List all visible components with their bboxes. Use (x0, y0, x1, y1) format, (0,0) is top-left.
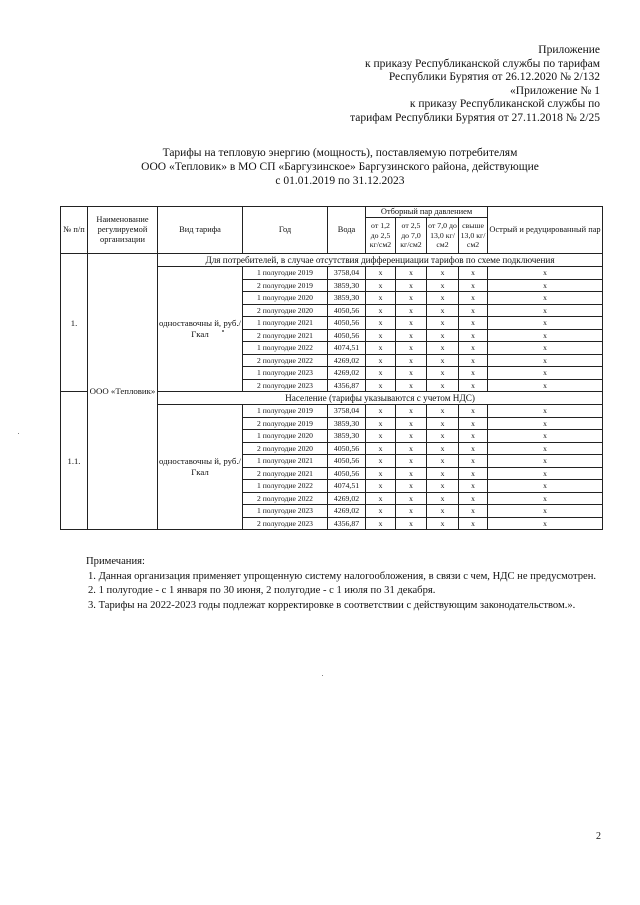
empty-mark-cell: х (427, 430, 459, 443)
organization-name: ООО «Тепловик» (88, 254, 158, 530)
empty-mark-cell: х (427, 329, 459, 342)
empty-mark-cell: х (427, 304, 459, 317)
empty-mark-cell: х (488, 279, 603, 292)
empty-mark-cell: х (366, 367, 396, 380)
empty-mark-cell: х (459, 317, 488, 330)
empty-mark-cell: х (396, 317, 427, 330)
empty-mark-cell: х (427, 417, 459, 430)
header-steam-col: от 1,2 до 2,5 кг/см2 (366, 218, 396, 254)
title-line: ООО «Тепловик» в МО СП «Баргузинское» Баргузинского района, действующие (141, 161, 539, 173)
empty-mark-cell: х (396, 267, 427, 280)
empty-mark-cell: х (427, 317, 459, 330)
header-num: № п/п (61, 207, 88, 254)
notes (60, 555, 605, 613)
empty-mark-cell: х (396, 467, 427, 480)
empty-mark-cell: х (366, 379, 396, 392)
empty-mark-cell: х (427, 442, 459, 455)
empty-mark-cell: х (366, 467, 396, 480)
empty-mark-cell: х (396, 342, 427, 355)
empty-mark-cell: х (459, 304, 488, 317)
tariff-kind: одноставочны й, руб./Гкал (158, 405, 243, 530)
empty-mark-cell: х (396, 505, 427, 518)
header-line: «Приложение № 1 (510, 84, 600, 97)
header-steam-col: от 7,0 до 13,0 кг/см2 (427, 218, 459, 254)
header-line: Приложение (538, 44, 600, 56)
empty-mark-cell: х (396, 279, 427, 292)
period-cell: 1 полугодие 2020 (243, 292, 328, 305)
water-tariff-cell: 4074,51 (328, 342, 366, 355)
water-tariff-cell: 4356,87 (328, 379, 366, 392)
empty-mark-cell: х (459, 517, 488, 530)
empty-mark-cell: х (488, 317, 603, 330)
empty-mark-cell: х (427, 354, 459, 367)
empty-mark-cell: х (396, 442, 427, 455)
empty-mark-cell: х (427, 505, 459, 518)
note-item: 2. 1 полугодие - с 1 января по 30 июня, 2 полугодие - с 1 июля по 31 декабря. (88, 585, 436, 596)
empty-mark-cell: х (488, 342, 603, 355)
empty-mark-cell: х (366, 304, 396, 317)
empty-mark-cell: х (488, 455, 603, 468)
scan-speck (322, 675, 323, 676)
empty-mark-cell: х (459, 492, 488, 505)
empty-mark-cell: х (488, 304, 603, 317)
empty-mark-cell: х (488, 354, 603, 367)
empty-mark-cell: х (366, 317, 396, 330)
empty-mark-cell: х (488, 292, 603, 305)
empty-mark-cell: х (396, 430, 427, 443)
header-kind: Вид тарифа (158, 207, 243, 254)
water-tariff-cell: 4269,02 (328, 492, 366, 505)
empty-mark-cell: х (396, 379, 427, 392)
period-cell: 2 полугодие 2023 (243, 379, 328, 392)
period-cell: 1 полугодие 2023 (243, 505, 328, 518)
empty-mark-cell: х (396, 455, 427, 468)
empty-mark-cell: х (488, 379, 603, 392)
water-tariff-cell: 4050,56 (328, 455, 366, 468)
period-cell: 2 полугодие 2020 (243, 304, 328, 317)
water-tariff-cell: 4074,51 (328, 480, 366, 493)
empty-mark-cell: х (366, 279, 396, 292)
empty-mark-cell: х (366, 455, 396, 468)
empty-mark-cell: х (427, 455, 459, 468)
empty-mark-cell: х (396, 480, 427, 493)
header-line: тарифам Республики Бурятия от 27.11.2018 № 2/25 (350, 111, 600, 124)
empty-mark-cell: х (459, 505, 488, 518)
section-title: Население (тарифы указываются с учетом НДС) (158, 392, 603, 405)
water-tariff-cell: 3859,30 (328, 430, 366, 443)
empty-mark-cell: х (396, 417, 427, 430)
tariff-table (60, 206, 603, 530)
empty-mark-cell: х (488, 505, 603, 518)
water-tariff-cell: 4050,56 (328, 317, 366, 330)
document-title (60, 146, 620, 188)
period-cell: 1 полугодие 2021 (243, 317, 328, 330)
empty-mark-cell: х (366, 492, 396, 505)
empty-mark-cell: х (396, 292, 427, 305)
empty-mark-cell: х (366, 417, 396, 430)
water-tariff-cell: 3859,30 (328, 279, 366, 292)
period-cell: 2 полугодие 2023 (243, 517, 328, 530)
empty-mark-cell: х (396, 367, 427, 380)
scan-speck (222, 330, 224, 332)
section-title: Для потребителей, в случае отсутствия дифференциации тарифов по схеме подключения (158, 254, 603, 267)
empty-mark-cell: х (396, 329, 427, 342)
period-cell: 1 полугодие 2019 (243, 267, 328, 280)
period-cell: 2 полугодие 2021 (243, 467, 328, 480)
empty-mark-cell: х (427, 517, 459, 530)
period-cell: 2 полугодие 2022 (243, 492, 328, 505)
empty-mark-cell: х (488, 430, 603, 443)
empty-mark-cell: х (366, 267, 396, 280)
tariff-table-body (61, 254, 603, 530)
empty-mark-cell: х (366, 505, 396, 518)
empty-mark-cell: х (488, 417, 603, 430)
empty-mark-cell: х (366, 442, 396, 455)
empty-mark-cell: х (459, 354, 488, 367)
empty-mark-cell: х (366, 342, 396, 355)
water-tariff-cell: 4050,56 (328, 329, 366, 342)
empty-mark-cell: х (488, 517, 603, 530)
water-tariff-cell: 4050,56 (328, 304, 366, 317)
water-tariff-cell: 3758,04 (328, 405, 366, 418)
empty-mark-cell: х (488, 405, 603, 418)
empty-mark-cell: х (488, 329, 603, 342)
empty-mark-cell: х (366, 430, 396, 443)
empty-mark-cell: х (396, 405, 427, 418)
water-tariff-cell: 3859,30 (328, 417, 366, 430)
empty-mark-cell: х (488, 480, 603, 493)
header-line: к приказу Республиканской службы по (409, 98, 600, 110)
header-year: Год (243, 207, 328, 254)
period-cell: 1 полугодие 2023 (243, 367, 328, 380)
empty-mark-cell: х (396, 354, 427, 367)
empty-mark-cell: х (459, 455, 488, 468)
empty-mark-cell: х (488, 367, 603, 380)
approval-header (260, 44, 600, 125)
empty-mark-cell: х (427, 492, 459, 505)
empty-mark-cell: х (427, 342, 459, 355)
water-tariff-cell: 4269,02 (328, 354, 366, 367)
period-cell: 2 полугодие 2022 (243, 354, 328, 367)
header-sharp-steam: Острый и редуцированный пар (488, 207, 603, 254)
empty-mark-cell: х (366, 405, 396, 418)
empty-mark-cell: х (396, 492, 427, 505)
empty-mark-cell: х (459, 342, 488, 355)
header-steam-col: от 2,5 до 7,0 кг/см2 (396, 218, 427, 254)
title-line: с 01.01.2019 по 31.12.2023 (275, 175, 405, 187)
empty-mark-cell: х (459, 430, 488, 443)
empty-mark-cell: х (366, 354, 396, 367)
empty-mark-cell: х (396, 304, 427, 317)
empty-mark-cell: х (427, 405, 459, 418)
empty-mark-cell: х (427, 480, 459, 493)
empty-mark-cell: х (459, 442, 488, 455)
note-item: 1. Данная организация применяет упрощенную систему налогообложения, в связи с чем, НДС не предусмотрен. (88, 570, 597, 582)
empty-mark-cell: х (427, 367, 459, 380)
empty-mark-cell: х (459, 292, 488, 305)
row-number: 1. (61, 254, 88, 392)
header-org: Наименование регулируемой организации (88, 207, 158, 254)
period-cell: 2 полугодие 2021 (243, 329, 328, 342)
header-steam-group: Отборный пар давлением (366, 207, 488, 218)
empty-mark-cell: х (427, 379, 459, 392)
empty-mark-cell: х (488, 442, 603, 455)
empty-mark-cell: х (366, 329, 396, 342)
empty-mark-cell: х (427, 279, 459, 292)
empty-mark-cell: х (459, 329, 488, 342)
period-cell: 1 полугодие 2020 (243, 430, 328, 443)
period-cell: 1 полугодие 2021 (243, 455, 328, 468)
empty-mark-cell: х (459, 405, 488, 418)
empty-mark-cell: х (459, 467, 488, 480)
period-cell: 2 полугодие 2019 (243, 417, 328, 430)
water-tariff-cell: 3859,30 (328, 292, 366, 305)
empty-mark-cell: х (366, 480, 396, 493)
water-tariff-cell: 3758,04 (328, 267, 366, 280)
period-cell: 1 полугодие 2022 (243, 342, 328, 355)
tariff-kind: одноставочны й, руб./Гкал (158, 267, 243, 392)
water-tariff-cell: 4269,02 (328, 505, 366, 518)
empty-mark-cell: х (459, 367, 488, 380)
header-steam-col: свыше 13,0 кг/см2 (459, 218, 488, 254)
empty-mark-cell: х (488, 492, 603, 505)
page-number: 2 (596, 831, 601, 842)
header-line: Республики Бурятия от 26.12.2020 № 2/132 (388, 71, 600, 83)
water-tariff-cell: 4269,02 (328, 367, 366, 380)
empty-mark-cell: х (459, 279, 488, 292)
empty-mark-cell: х (366, 517, 396, 530)
empty-mark-cell: х (366, 292, 396, 305)
empty-mark-cell: х (488, 467, 603, 480)
water-tariff-cell: 4050,56 (328, 442, 366, 455)
header-line: к приказу Республиканской службы по тарифам (365, 57, 600, 70)
empty-mark-cell: х (427, 467, 459, 480)
note-item: 3. Тарифы на 2022-2023 годы подлежат корректировке в соответствии с действующим законодательством.». (88, 599, 576, 611)
section-row (61, 254, 603, 267)
period-cell: 1 полугодие 2019 (243, 405, 328, 418)
water-tariff-cell: 4050,56 (328, 467, 366, 480)
scan-speck (18, 433, 19, 434)
empty-mark-cell: х (459, 267, 488, 280)
water-tariff-cell: 4356,87 (328, 517, 366, 530)
empty-mark-cell: х (427, 292, 459, 305)
period-cell: 2 полугодие 2019 (243, 279, 328, 292)
empty-mark-cell: х (488, 267, 603, 280)
empty-mark-cell: х (459, 379, 488, 392)
empty-mark-cell: х (459, 480, 488, 493)
header-water: Вода (328, 207, 366, 254)
empty-mark-cell: х (459, 417, 488, 430)
row-number: 1.1. (61, 392, 88, 530)
period-cell: 2 полугодие 2020 (243, 442, 328, 455)
notes-heading: Примечания: (86, 556, 145, 567)
empty-mark-cell: х (427, 267, 459, 280)
period-cell: 1 полугодие 2022 (243, 480, 328, 493)
title-line: Тарифы на тепловую энергию (мощность), поставляемую потребителям (162, 147, 518, 159)
empty-mark-cell: х (396, 517, 427, 530)
